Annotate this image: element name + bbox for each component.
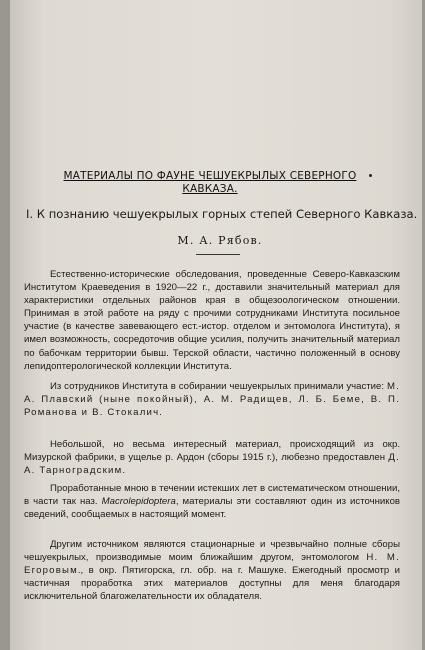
paragraph-5-text: Другим источником являются стационарные и чрезвычайно полные сборы чешуекрылых, производимые моим ближайшим другом, энтомологом [24, 539, 400, 564]
paragraph-4-text: Проработанные мною в течении истекших лет в систематическом отношении, в части так наз. [24, 483, 400, 508]
paragraph-3-text: Небольшой, но весьма интересный материал, происходящий из окр. Мизурской фабрики, в ущелье р. Ардон (сборы 1915 г.), любезно предоставлен [24, 439, 400, 464]
paragraph-3 [24, 438, 400, 477]
paragraph-3-name: Д. А. Тарноградским. [24, 452, 400, 477]
paragraph-1: Естественно-исторические обследования, проведенные Северо-Кавказским Институтом Краеведения в 1920—22 г., доставили значительный материал для характеристики отдельных районов края в общезоологическом отношении. Принимая в этой работе на ряду с прочими сотрудниками Института посильное участие (в качестве завевающего ест.-истор. отделом и энтомолога Института), я имел возможность, сосредоточив общие усилия, получить значительный материал по бабочкам территории бывш. Терской области, частично положенный в основу лепидоптерологической коллекции Института. [24, 269, 400, 372]
author-name: М. А. Рябов. [177, 234, 263, 247]
divider-rule [196, 254, 240, 255]
paragraph-5-text-end: ., в окр. Пятигорска, гл. обр. на г. Машуке. Ежегодный просмотр и частичная проработка этих материалов доступны для меня благодаря исключительной благожелательности их обладателя. [24, 565, 400, 603]
title-line-1: МАТЕРИАЛЫ ПО ФАУНЕ ЧЕШУЕКРЫЛЫХ СЕВЕРНОГО [63, 170, 357, 182]
paragraph-5-name: Н. М. Егоровым [24, 552, 400, 577]
document-page [10, 0, 422, 650]
paragraph-5 [24, 538, 400, 603]
title-line-2: КАВКАЗА. [182, 183, 238, 195]
ink-dot [369, 174, 372, 177]
paragraph-4 [24, 482, 400, 521]
paragraph-4-text-end: , материалы эти составляют один из источников сведений, сообщаемых в настоящий момент. [24, 496, 400, 521]
paragraph-2 [24, 380, 400, 419]
paragraph-2-names: М. А. Плавский (ныне покойный), А. М. Радищев, Л. Б. Беме, В. П. Романова и В. Стокалич. [24, 381, 400, 419]
paragraph-4-italic-term: Macrolepidoptera [101, 496, 176, 508]
article-title [50, 170, 370, 196]
paragraph-2-text: Из сотрудников Института в собирании чешуекрылых принимали участие: [50, 381, 387, 392]
article-subtitle: I. К познанию чешуекрылых горных степей Северного Кавказа. [26, 207, 418, 221]
